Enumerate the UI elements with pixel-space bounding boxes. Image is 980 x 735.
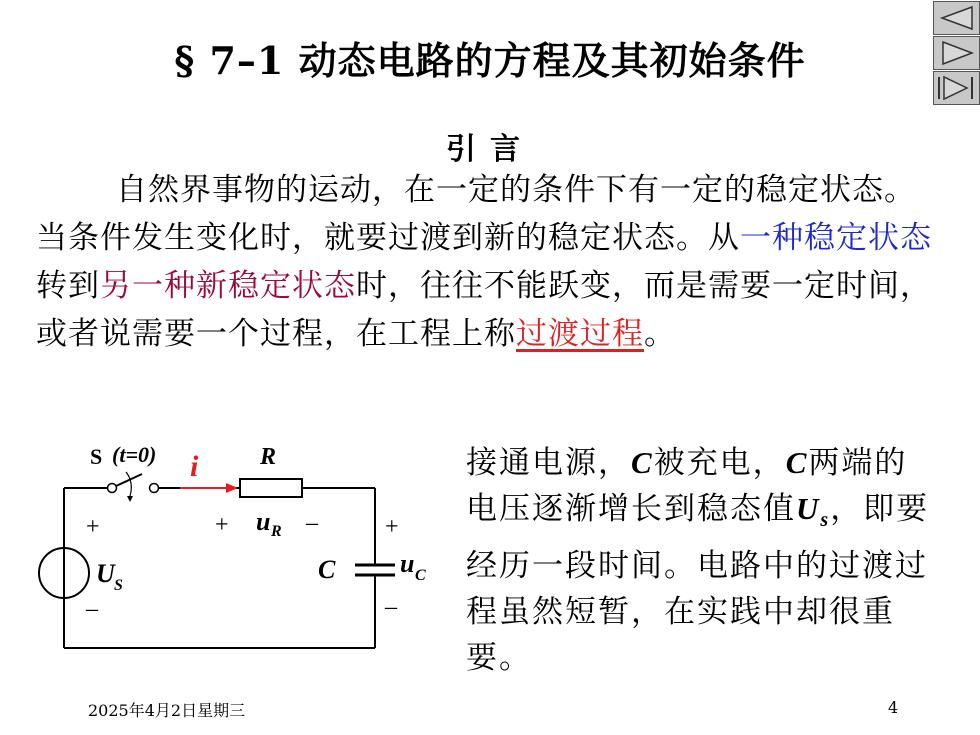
explain-text-3: 两端的电压逐渐增长到稳态值 — [466, 445, 908, 527]
explain-text-4: ，即要经历一段时间。电路中的过渡过程虽然短暂，在实践中却很重要。 — [466, 491, 930, 677]
explain-us-subscript: s — [820, 509, 831, 532]
explain-c-2: C — [785, 445, 809, 480]
resistor-label: R — [260, 444, 277, 470]
last-slide-button[interactable] — [933, 71, 980, 105]
uc-label: u — [400, 549, 415, 578]
intro-paragraph — [36, 166, 946, 358]
footer-date: 2025年4月2日星期三 — [88, 701, 246, 720]
circuit-explanation — [466, 440, 936, 681]
capacitor-label: C — [318, 555, 336, 584]
switch-label: S — [90, 444, 103, 469]
current-arrow-icon — [226, 483, 238, 493]
para-text-1: 自然界事物的运动，在一定的条件下有一定的稳定状态。当条件发生变化时，就要过渡到新的稳定状态。从 — [36, 172, 916, 256]
ur-label: u — [256, 507, 271, 536]
rc-circuit-diagram — [30, 430, 450, 660]
explain-us: U — [796, 491, 821, 526]
explain-text-1: 接通电源， — [466, 445, 631, 481]
current-label: i — [190, 450, 199, 483]
us-subscript: S — [114, 577, 123, 594]
switch-contact-left — [108, 484, 117, 493]
explain-c-1: C — [631, 445, 654, 480]
ur-minus-label: – — [306, 510, 318, 536]
next-icon — [934, 37, 979, 69]
para-text-4: 。 — [644, 316, 676, 352]
next-slide-button[interactable] — [933, 36, 980, 70]
uc-plus-label: + — [385, 514, 399, 540]
us-plus-label: + — [86, 514, 100, 540]
last-icon — [934, 72, 979, 104]
uc-subscript: C — [415, 567, 426, 584]
section-subtitle: 引言 — [446, 132, 534, 167]
para-highlight-new-stable: 另一种新稳定状态 — [100, 268, 356, 304]
ur-subscript: R — [271, 523, 282, 540]
para-highlight-stable: 一种稳定状态 — [740, 220, 932, 256]
prev-slide-button[interactable] — [933, 1, 980, 35]
resistor — [240, 479, 302, 497]
uc-minus-label: – — [385, 594, 397, 620]
switch-condition: (t=0) — [112, 442, 157, 467]
us-label: U — [96, 559, 115, 588]
switch-contact-right — [150, 484, 159, 493]
page-number: 4 — [888, 698, 899, 717]
prev-icon — [934, 2, 979, 34]
para-text-3: 时，往往不能跃变，而是需要一定时间，或者说需要一个过程，在工程上称 — [36, 268, 932, 352]
ur-plus-label: + — [215, 512, 229, 538]
slide-title: § 7–1 动态电路的方程及其初始条件 — [174, 38, 806, 83]
explain-text-2: 被充电， — [653, 445, 786, 481]
para-text-2: 转到 — [36, 268, 100, 304]
para-highlight-transient: 过渡过程 — [516, 316, 644, 352]
us-minus-label: – — [86, 596, 98, 622]
